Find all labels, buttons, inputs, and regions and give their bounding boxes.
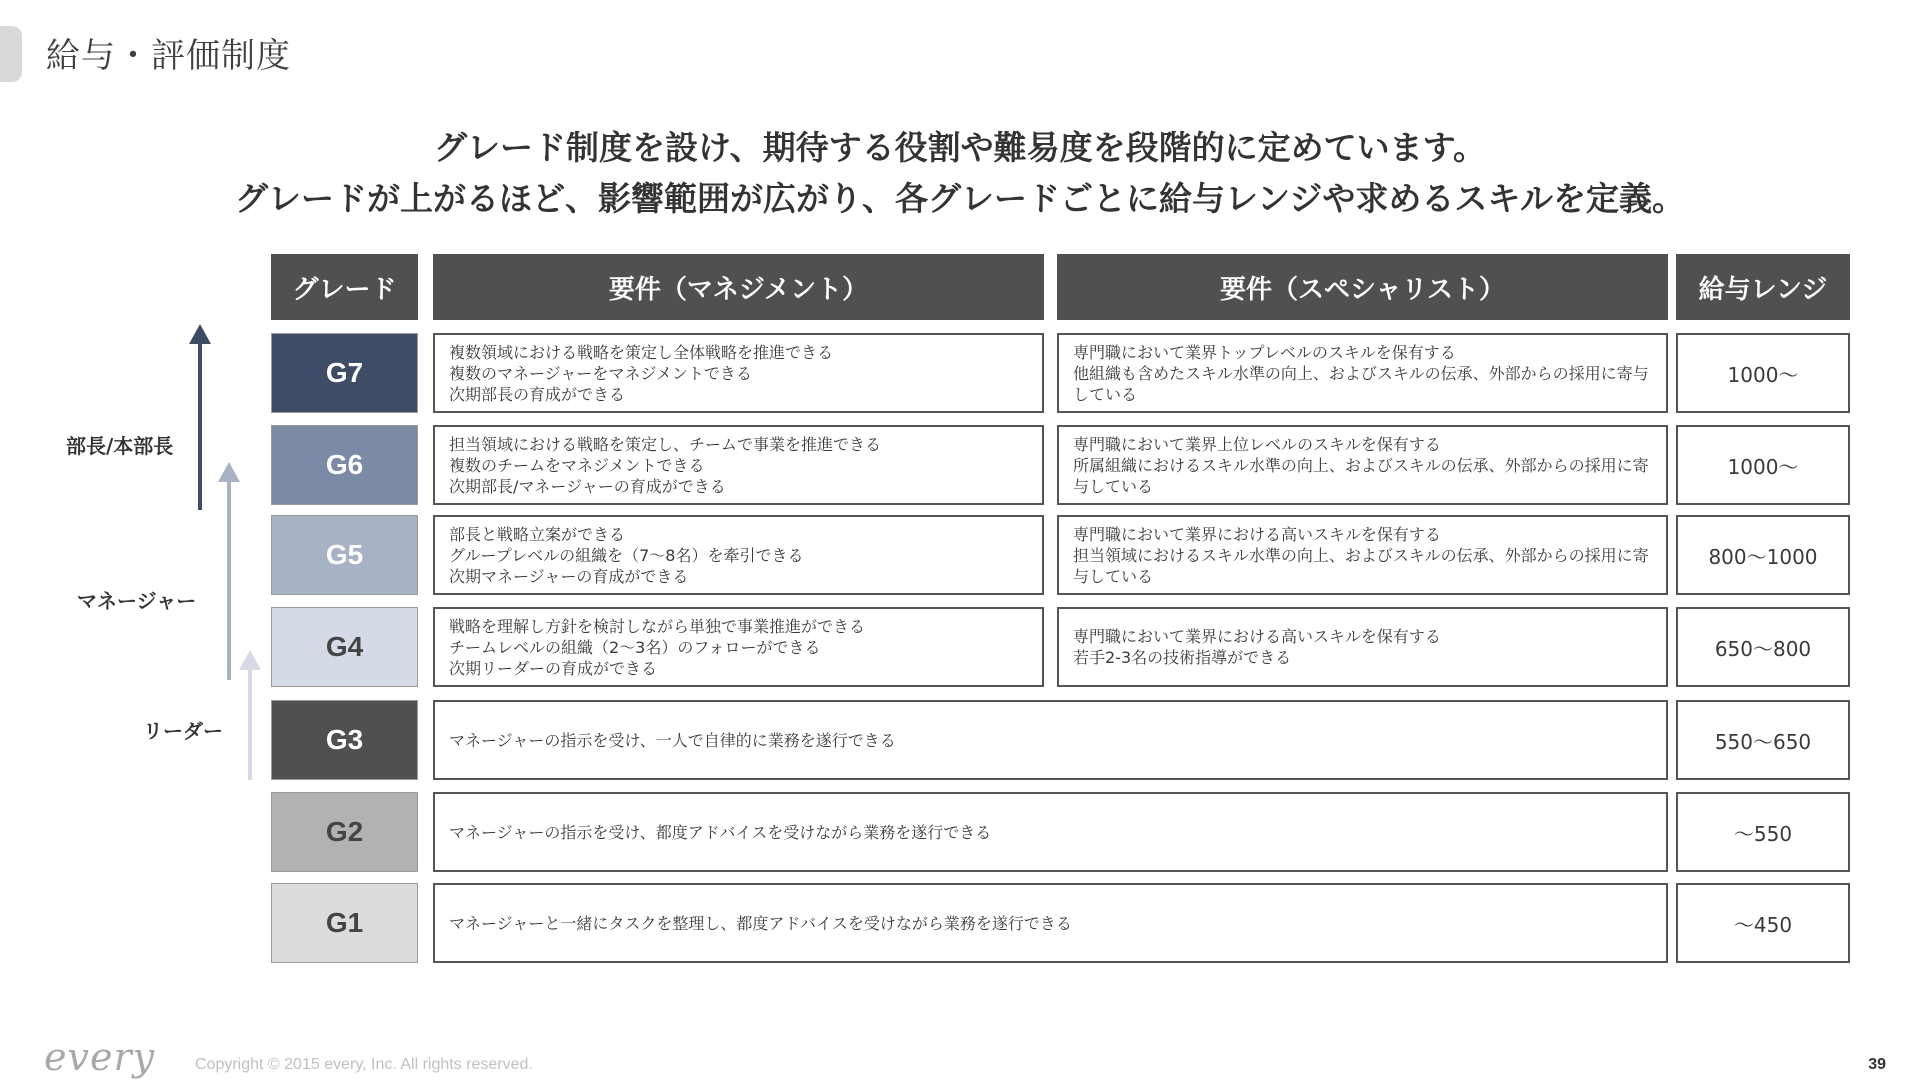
requirement-line: チームレベルの組織（2～3名）のフォローができる [449,637,821,657]
copyright-text: Copyright © 2015 every, Inc. All rights reserved. [195,1056,533,1073]
salary-range-g3: 550～650 [1676,700,1850,780]
salary-range-g1: ～450 [1676,883,1850,963]
requirement-line: 若手2-3名の技術指導ができる [1073,648,1292,667]
requirement-line: グループレベルの組織を（7～8名）を牽引できる [449,545,804,565]
management-requirements-g7 [433,333,1044,413]
level-label-leader: リーダー [143,719,223,743]
requirement-line: 次期リーダーの育成ができる [449,658,658,678]
level-label-director: 部長/本部長 [66,434,174,458]
grade-cell-g5: G5 [271,515,418,595]
grade-cell-g2: G2 [271,792,418,872]
requirement-line: マネージャーと一緒にタスクを整理し、都度アドバイスを受けながら業務を遂行できる [449,913,1072,933]
specialist-requirements-g5 [1057,515,1668,595]
management-requirements-g6 [433,425,1044,505]
page-title: 給与・評価制度 [46,36,291,76]
header-salary: 給与レンジ [1676,254,1850,320]
requirement-line: 担当領域における戦略を策定し、チームで事業を推進できる [449,434,882,454]
header-grade: グレード [271,254,418,320]
grade-cell-g3: G3 [271,700,418,780]
arrow-leader-icon [239,650,261,780]
salary-range-g4: 650～800 [1676,607,1850,687]
requirement-line: 所属組織におけるスキル水準の向上、およびスキルの伝承、外部からの採用に寄与している [1073,455,1649,496]
requirement-line: 専門職において業界における高いスキルを保有する [1073,524,1441,544]
requirement-line: 部長と戦略立案ができる [449,524,626,544]
grade-cell-g1: G1 [271,883,418,963]
requirement-line: マネージャーの指示を受け、都度アドバイスを受けながら業務を遂行できる [449,822,992,842]
salary-range-g5: 800～1000 [1676,515,1850,595]
combined-requirements-g2 [433,792,1668,872]
requirement-line: 専門職において業界トップレベルのスキルを保有する [1073,342,1456,362]
requirement-line: 担当領域におけるスキル水準の向上、およびスキルの伝承、外部からの採用に寄与している [1073,545,1649,586]
grade-cell-g6: G6 [271,425,418,505]
requirement-line: 専門職において業界における高いスキルを保有する [1073,627,1441,646]
headline-line-2: グレードが上がるほど、影響範囲が広がり、各グレードごとに給与レンジや求めるスキルを定義。 [234,179,1686,218]
salary-range-g7: 1000～ [1676,333,1850,413]
page-number: 39 [1868,1056,1886,1073]
requirement-line: 専門職において業界上位レベルのスキルを保有する [1073,434,1441,454]
requirement-line: 次期マネージャーの育成ができる [449,566,689,586]
salary-range-g6: 1000～ [1676,425,1850,505]
requirement-line: 戦略を理解し方針を検討しながら単独で事業推進ができる [449,616,866,636]
requirement-line: 複数のマネージャーをマネジメントできる [449,363,752,383]
requirement-line: 次期部長/マネージャーの育成ができる [449,476,726,496]
header-specialist: 要件（スペシャリスト） [1057,254,1668,320]
arrow-manager-icon [218,462,240,680]
company-logo: every [44,1035,156,1079]
headline [0,122,1920,224]
requirement-line: 複数のチームをマネジメントできる [449,455,705,475]
management-requirements-g4 [433,607,1044,687]
salary-range-g2: ～550 [1676,792,1850,872]
level-label-manager: マネージャー [77,589,197,613]
requirement-line: 他組織も含めたスキル水準の向上、およびスキルの伝承、外部からの採用に寄与している [1073,363,1649,404]
requirement-line: 次期部長の育成ができる [449,384,626,404]
requirement-line: マネージャーの指示を受け、一人で自律的に業務を遂行できる [449,730,896,750]
grade-cell-g7: G7 [271,333,418,413]
headline-line-1: グレード制度を設け、期待する役割や難易度を段階的に定めています。 [433,128,1487,167]
specialist-requirements-g4 [1057,607,1668,687]
combined-requirements-g1 [433,883,1668,963]
arrow-director-icon [189,324,211,510]
title-tab-marker [0,26,22,82]
header-management: 要件（マネジメント） [433,254,1044,320]
specialist-requirements-g7 [1057,333,1668,413]
specialist-requirements-g6 [1057,425,1668,505]
management-requirements-g5 [433,515,1044,595]
combined-requirements-g3 [433,700,1668,780]
grade-cell-g4: G4 [271,607,418,687]
requirement-line: 複数領域における戦略を策定し全体戦略を推進できる [449,342,834,362]
